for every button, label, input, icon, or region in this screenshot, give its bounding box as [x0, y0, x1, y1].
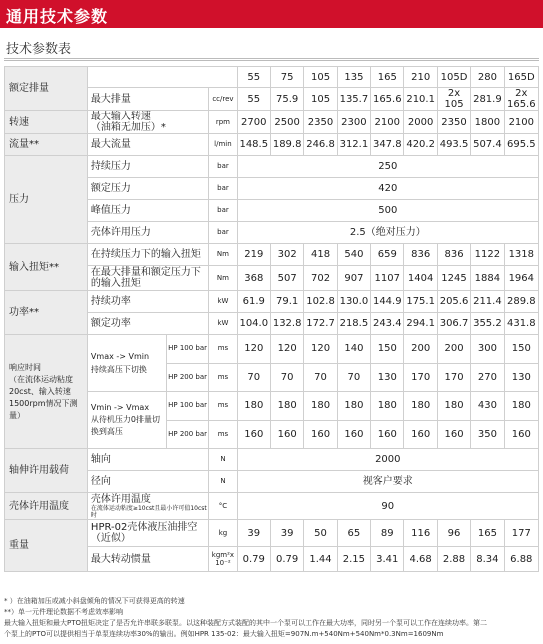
- table-row: [5, 134, 539, 156]
- unit-label: kW: [209, 313, 237, 335]
- param-label: 最大排量: [87, 88, 208, 111]
- value-cell: 507: [270, 266, 303, 291]
- value-cell: 302: [270, 244, 303, 266]
- response-condition: HP 200 bar: [168, 429, 208, 438]
- value-cell: 431.8: [504, 313, 538, 335]
- value-cell: 61.9: [237, 291, 270, 313]
- section-title: 通用技术参数: [6, 7, 109, 26]
- section-banner: [0, 0, 543, 28]
- value-cell: 160: [504, 420, 538, 449]
- unit-label: N: [209, 471, 237, 493]
- table-row: [5, 244, 539, 266]
- value-cell: 2x 105: [437, 88, 470, 111]
- value-cell: 165: [471, 520, 504, 547]
- value-cell: 350: [471, 420, 504, 449]
- value-cell: 55: [237, 88, 270, 111]
- param-label: 壳体许用压力: [87, 222, 208, 244]
- value-cell: 148.5: [237, 134, 270, 156]
- value-cell: 3.41: [371, 547, 404, 572]
- value-cell: 2x 165.6: [504, 88, 538, 111]
- value-cell: 0.79: [237, 547, 270, 572]
- value-cell: 150: [371, 335, 404, 364]
- value-cell: 96: [437, 520, 470, 547]
- unit-label: °C: [209, 493, 237, 520]
- value-cell: 300: [471, 335, 504, 364]
- value-cell: 1107: [371, 266, 404, 291]
- value-cell: 120: [270, 335, 303, 364]
- value-cell: 165.6: [371, 88, 404, 111]
- value-cell: 130: [371, 363, 404, 392]
- unit-label: cc/rev: [209, 88, 237, 111]
- value-cell: 219: [237, 244, 270, 266]
- value-cell: 2700: [237, 111, 270, 134]
- value-cell: 170: [437, 363, 470, 392]
- value-cell: 视客户要求: [237, 471, 538, 493]
- param-label: 最大输入转速 （油箱无加压）*: [87, 111, 208, 134]
- value-cell: 200: [404, 335, 437, 364]
- response-group-2: [87, 392, 208, 449]
- unit-label: Nm: [209, 266, 237, 291]
- value-cell: 306.7: [437, 313, 470, 335]
- value-cell: 89: [371, 520, 404, 547]
- value-cell: 180: [270, 392, 303, 421]
- value-cell: 1404: [404, 266, 437, 291]
- value-cell: 70: [337, 363, 370, 392]
- value-cell: 160: [337, 420, 370, 449]
- response-condition: HP 100 bar: [167, 392, 208, 421]
- unit-label: ms: [209, 363, 237, 392]
- value-cell: 218.5: [337, 313, 370, 335]
- divider: [4, 60, 539, 61]
- unit-label: ms: [209, 392, 237, 421]
- size-header-row: [5, 67, 539, 88]
- value-cell: 160: [270, 420, 303, 449]
- unit-label: ms: [209, 335, 237, 364]
- value-cell: 0.79: [270, 547, 303, 572]
- size-header: 135: [337, 67, 370, 88]
- unit-label: bar: [209, 178, 237, 200]
- value-cell: 175.1: [404, 291, 437, 313]
- value-cell: 430: [471, 392, 504, 421]
- header-spacer: [87, 67, 237, 88]
- value-cell: 180: [237, 392, 270, 421]
- param-label: HPR-02壳体液压油排空 （近似）: [87, 520, 208, 547]
- value-cell: 1800: [471, 111, 504, 134]
- value-cell: 2100: [371, 111, 404, 134]
- value-cell: 144.9: [371, 291, 404, 313]
- category-torque: 输入扭矩**: [5, 244, 88, 291]
- value-cell: 418: [304, 244, 337, 266]
- value-cell: 200: [437, 335, 470, 364]
- value-cell: 2.88: [437, 547, 470, 572]
- value-cell: 70: [304, 363, 337, 392]
- unit-label: N: [209, 449, 237, 471]
- value-cell: 90: [237, 493, 538, 520]
- size-header: 280: [471, 67, 504, 88]
- value-cell: 180: [371, 392, 404, 421]
- size-header: 105: [304, 67, 337, 88]
- param-label: 持续功率: [87, 291, 208, 313]
- category-power: 功率**: [5, 291, 88, 335]
- response-group-1: [87, 335, 208, 392]
- unit-label: ms: [209, 420, 237, 449]
- value-cell: 2000: [237, 449, 538, 471]
- value-cell: 2300: [337, 111, 370, 134]
- value-cell: 2500: [270, 111, 303, 134]
- value-cell: 2350: [437, 111, 470, 134]
- unit-label: bar: [209, 200, 237, 222]
- footnote: * ）在油箱加压或减小斜盘倾角的情况下可获得更高的转速: [4, 597, 185, 605]
- value-cell: 70: [237, 363, 270, 392]
- param-label: 最大转动惯量: [87, 547, 208, 572]
- footnote: 个泵上的PTO可以提供相当于单泵连续功率30%的输出。例如HPR 135-02：最大输入扭矩=907N.m+540Nm+540Nm*0.3Nm=1609Nm: [4, 630, 444, 638]
- category-displacement: 额定排量: [5, 67, 88, 111]
- value-cell: 6.88: [504, 547, 538, 572]
- param-label: 最大流量: [87, 134, 208, 156]
- value-cell: 132.8: [270, 313, 303, 335]
- unit-label: kW: [209, 291, 237, 313]
- value-cell: 180: [404, 392, 437, 421]
- value-cell: 120: [237, 335, 270, 364]
- table-row: [5, 156, 539, 178]
- value-cell: 130.0: [337, 291, 370, 313]
- value-cell: 312.1: [337, 134, 370, 156]
- value-cell: 493.5: [437, 134, 470, 156]
- value-cell: 507.4: [471, 134, 504, 156]
- value-cell: 250: [237, 156, 538, 178]
- response-condition: HP 200 bar: [168, 372, 208, 381]
- unit-label: kgm²x 10⁻²: [209, 547, 237, 572]
- response-switch-label: Vmax -> Vmin: [90, 352, 150, 361]
- footnote: **）单一元件理论数据不考虑效率影响: [4, 608, 123, 616]
- value-cell: 659: [371, 244, 404, 266]
- value-cell: 2100: [504, 111, 538, 134]
- footnote: 最大输入扭矩和最大PTO扭矩决定了是否允许串联多联泵。以这种装配方式装配的其中一个泵可以工作在最大功率，同时另一个泵可以工作在连续功率。第二: [4, 619, 488, 627]
- value-cell: 1.44: [304, 547, 337, 572]
- unit-label: bar: [209, 222, 237, 244]
- value-cell: 177: [504, 520, 538, 547]
- value-cell: 135.7: [337, 88, 370, 111]
- param-label: 在最大排量和额定压力下的输入扭矩: [87, 266, 208, 291]
- param-label: 径向: [87, 471, 208, 493]
- value-cell: 420: [237, 178, 538, 200]
- param-sub-label: 在流体运动粘度≥10cst且最小许可值10cst时: [90, 504, 207, 519]
- param-label: 持续压力: [87, 156, 208, 178]
- size-header: 75: [270, 67, 303, 88]
- value-cell: 180: [504, 392, 538, 421]
- value-cell: 4.68: [404, 547, 437, 572]
- value-cell: 172.7: [304, 313, 337, 335]
- size-header: 210: [404, 67, 437, 88]
- param-label: 在持续压力下的输入扭矩: [87, 244, 208, 266]
- value-cell: 104.0: [237, 313, 270, 335]
- category-flow: 流量**: [5, 134, 88, 156]
- value-cell: 702: [304, 266, 337, 291]
- param-label: 额定压力: [87, 178, 208, 200]
- value-cell: 102.8: [304, 291, 337, 313]
- value-cell: 116: [404, 520, 437, 547]
- value-cell: 160: [404, 420, 437, 449]
- value-cell: 1884: [471, 266, 504, 291]
- value-cell: 347.8: [371, 134, 404, 156]
- size-header: 55: [237, 67, 270, 88]
- table-row: [5, 520, 539, 547]
- value-cell: 170: [404, 363, 437, 392]
- size-header: 165D: [504, 67, 538, 88]
- response-condition: HP 100 bar: [167, 335, 208, 364]
- value-cell: 540: [337, 244, 370, 266]
- value-cell: 180: [304, 392, 337, 421]
- value-cell: 500: [237, 200, 538, 222]
- param-label: 额定功率: [87, 313, 208, 335]
- param-label-text: 壳体许用温度: [90, 493, 151, 505]
- value-cell: 39: [237, 520, 270, 547]
- response-switch-label: Vmin -> Vmax: [90, 403, 150, 412]
- unit-label: l/min: [209, 134, 237, 156]
- value-cell: 160: [237, 420, 270, 449]
- value-cell: 39: [270, 520, 303, 547]
- value-cell: 120: [304, 335, 337, 364]
- value-cell: 270: [471, 363, 504, 392]
- value-cell: 2.5（绝对压力）: [237, 222, 538, 244]
- category-housing-temp: 壳体许用温度: [5, 493, 88, 520]
- value-cell: 150: [504, 335, 538, 364]
- value-cell: 140: [337, 335, 370, 364]
- unit-label: Nm: [209, 244, 237, 266]
- unit-label: bar: [209, 156, 237, 178]
- value-cell: 180: [437, 392, 470, 421]
- category-response: 响应时间 （在流体运动粘度20cst、输入转速1500rpm情况下测量）: [5, 335, 88, 449]
- value-cell: 160: [304, 420, 337, 449]
- value-cell: 1964: [504, 266, 538, 291]
- category-speed: 转速: [5, 111, 88, 134]
- value-cell: 2.15: [337, 547, 370, 572]
- value-cell: 160: [371, 420, 404, 449]
- value-cell: 130: [504, 363, 538, 392]
- value-cell: 2000: [404, 111, 437, 134]
- divider: [4, 58, 539, 59]
- value-cell: 50: [304, 520, 337, 547]
- value-cell: 1318: [504, 244, 538, 266]
- value-cell: 180: [337, 392, 370, 421]
- value-cell: 281.9: [471, 88, 504, 111]
- value-cell: 70: [270, 363, 303, 392]
- size-header: 165: [371, 67, 404, 88]
- value-cell: 420.2: [404, 134, 437, 156]
- category-pressure: 压力: [5, 156, 88, 244]
- spec-table: [4, 66, 539, 572]
- value-cell: 189.8: [270, 134, 303, 156]
- value-cell: 75.9: [270, 88, 303, 111]
- value-cell: 205.6: [437, 291, 470, 313]
- value-cell: 246.8: [304, 134, 337, 156]
- unit-label: kg: [209, 520, 237, 547]
- value-cell: 289.8: [504, 291, 538, 313]
- table-row: [5, 291, 539, 313]
- value-cell: 160: [437, 420, 470, 449]
- value-cell: 907: [337, 266, 370, 291]
- footnotes: [4, 596, 539, 640]
- category-shaft-load: 轴伸许用载荷: [5, 449, 88, 493]
- value-cell: 65: [337, 520, 370, 547]
- value-cell: 1245: [437, 266, 470, 291]
- table-row: [5, 493, 539, 520]
- value-cell: 1122: [471, 244, 504, 266]
- value-cell: 355.2: [471, 313, 504, 335]
- param-label: 轴向: [87, 449, 208, 471]
- table-row: [5, 449, 539, 471]
- response-switch-desc: 持续高压下切换: [90, 365, 147, 374]
- subtitle: 技术参数表: [6, 42, 72, 57]
- value-cell: 8.34: [471, 547, 504, 572]
- value-cell: 695.5: [504, 134, 538, 156]
- size-header: 105D: [437, 67, 470, 88]
- value-cell: 210.1: [404, 88, 437, 111]
- value-cell: 211.4: [471, 291, 504, 313]
- value-cell: 2350: [304, 111, 337, 134]
- value-cell: 836: [404, 244, 437, 266]
- response-switch-desc: 从待机压力0排量切换到高压: [90, 415, 161, 436]
- value-cell: 79.1: [270, 291, 303, 313]
- table-row: [5, 111, 539, 134]
- table-row: [5, 335, 539, 364]
- value-cell: 243.4: [371, 313, 404, 335]
- value-cell: 836: [437, 244, 470, 266]
- param-label: 峰值压力: [87, 200, 208, 222]
- value-cell: 294.1: [404, 313, 437, 335]
- unit-label: rpm: [209, 111, 237, 134]
- value-cell: 368: [237, 266, 270, 291]
- category-weight: 重量: [5, 520, 88, 572]
- param-label: [87, 493, 208, 520]
- value-cell: 105: [304, 88, 337, 111]
